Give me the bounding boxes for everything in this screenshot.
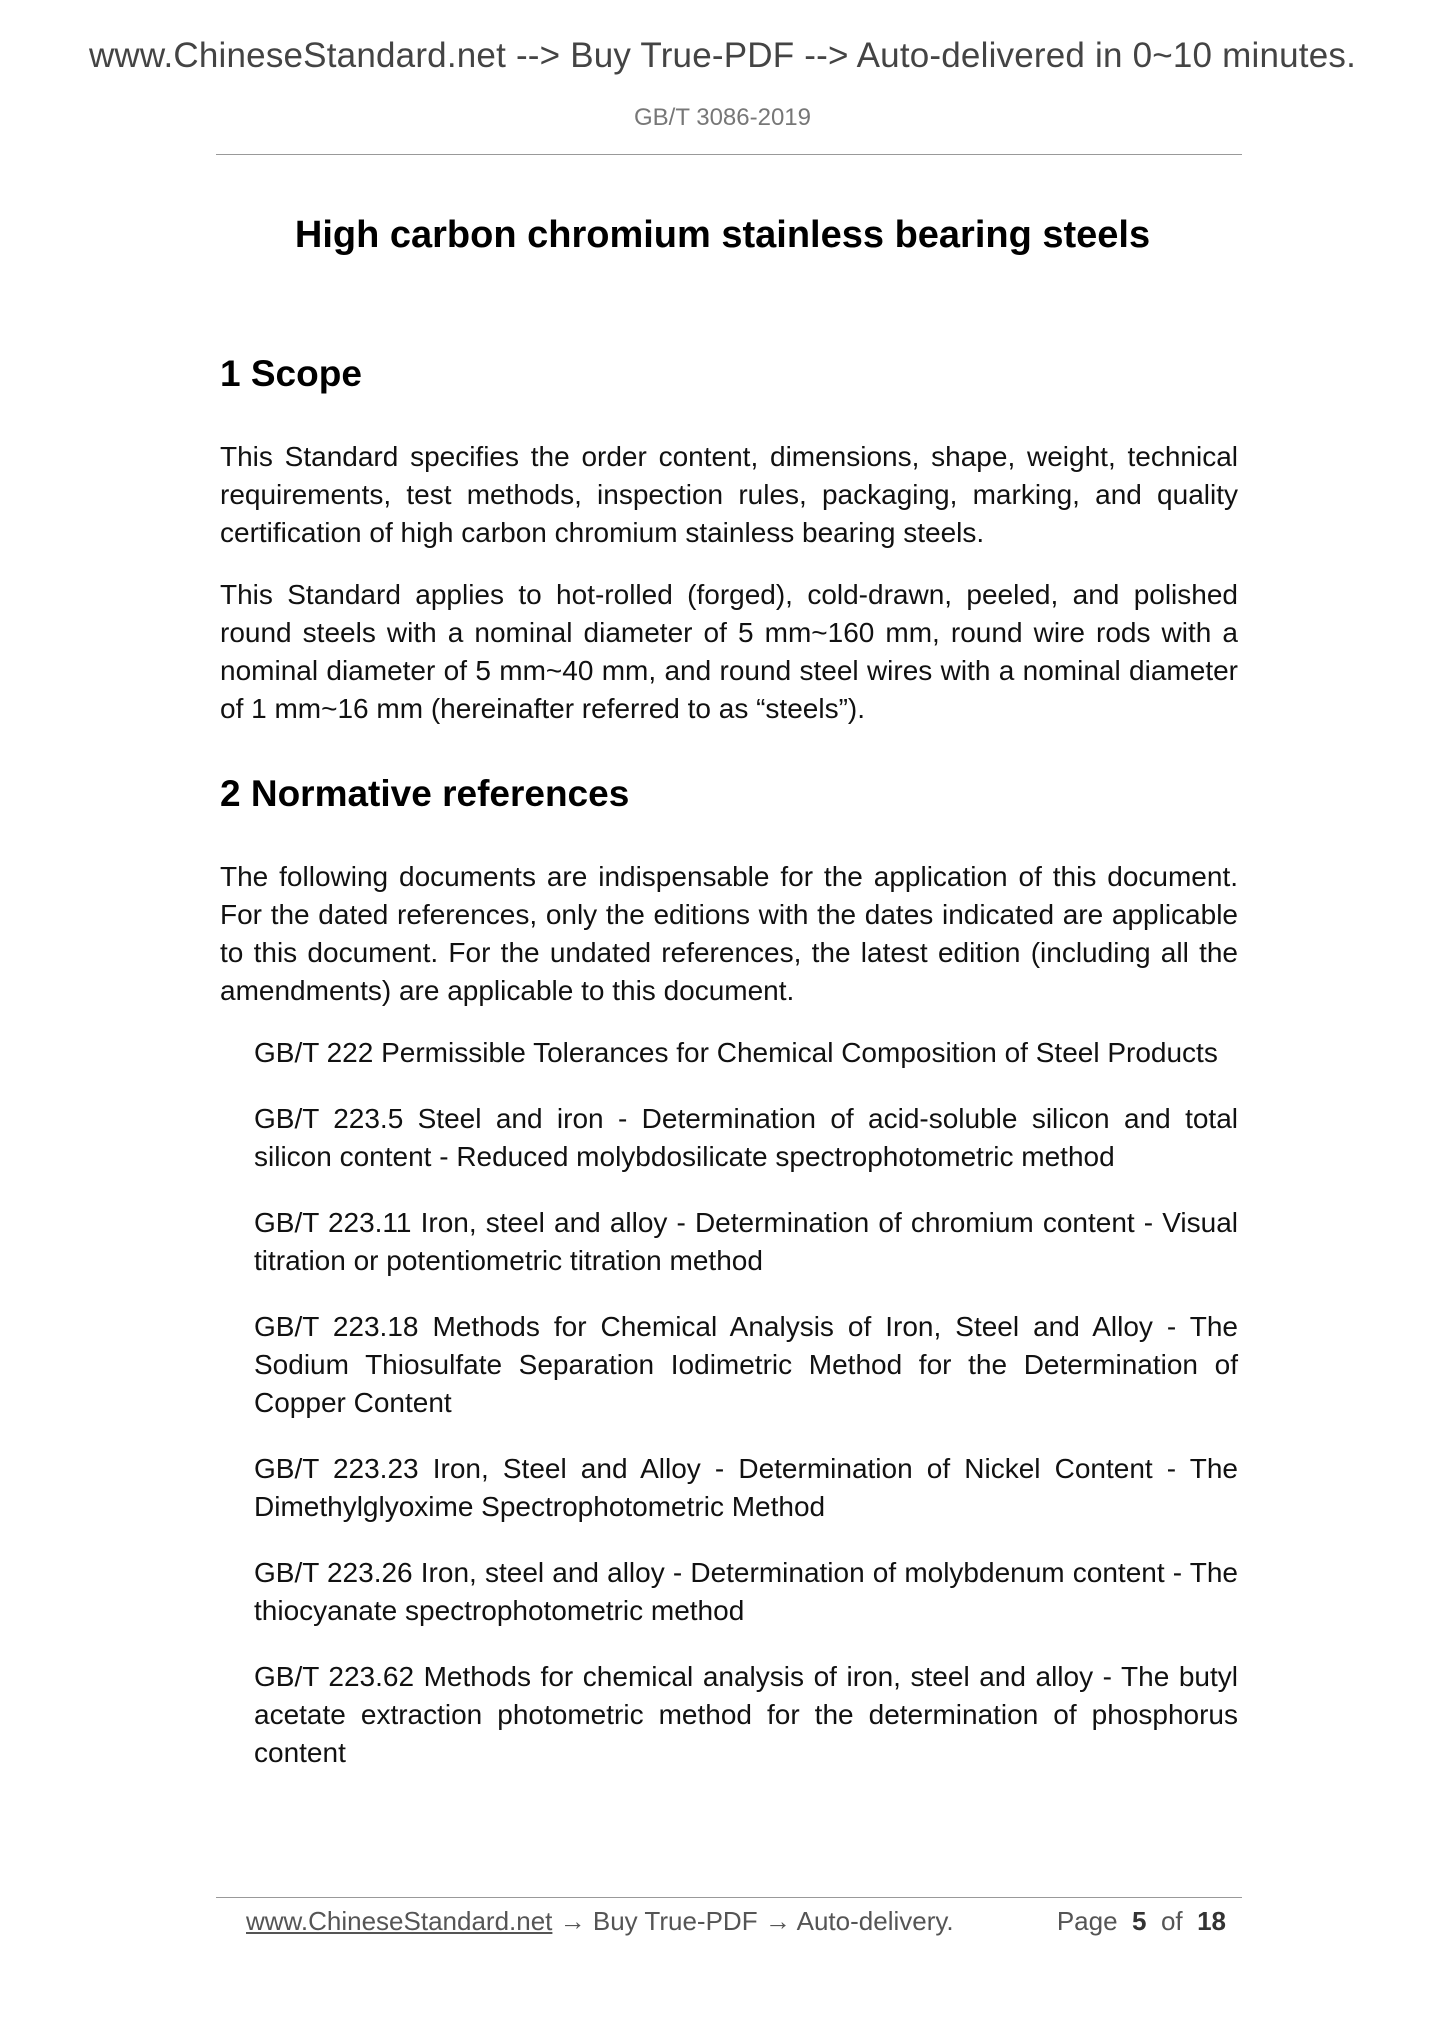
reference-item: GB/T 223.11 Iron, steel and alloy - Determination of chromium content - Visual titration or potentiometric titration method xyxy=(254,1207,1238,1276)
section-heading-normative-references: 2 Normative references xyxy=(220,773,630,814)
header-divider xyxy=(216,154,1242,155)
footer-website-link[interactable]: www.ChineseStandard.net xyxy=(246,1906,553,1936)
footer xyxy=(246,1906,1226,1937)
page-label: Page xyxy=(1056,1906,1118,1936)
document-body xyxy=(220,344,1238,1772)
normative-intro-paragraph: The following documents are indispensable for the application of this document. For the dated references, only the editions with the dates indicated are applicable to this document. For the undated references, the latest edition (including all the amendments) are applicable to this document. xyxy=(220,861,1238,1006)
reference-item: GB/T 223.26 Iron, steel and alloy - Determination of molybdenum content - The thiocyanate spectrophotometric method xyxy=(254,1557,1238,1626)
document-title: High carbon chromium stainless bearing steels xyxy=(294,214,1151,256)
footer-buy-text: Buy True-PDF xyxy=(592,1906,758,1936)
top-banner: www.ChineseStandard.net --> Buy True-PDF --> Auto-delivered in 0~10 minutes. xyxy=(88,36,1357,75)
footer-divider xyxy=(216,1897,1242,1898)
scope-paragraph: This Standard applies to hot-rolled (forged), cold-drawn, peeled, and polished round steels with a nominal diameter of 5 mm~160 mm, round wire rods with a nominal diameter of 5 mm~40 mm, and round steel wires with a nominal diameter of 1 mm~16 mm (hereinafter referred to as “steels”). xyxy=(220,579,1238,724)
arrow-right-icon: → xyxy=(764,1906,791,1936)
scope-paragraph: This Standard specifies the order content, dimensions, shape, weight, technical requirements, test methods, inspection rules, packaging, marking, and quality certification of high carbon chromium stainless bearing steels. xyxy=(220,441,1238,548)
page-of-label: of xyxy=(1160,1906,1183,1936)
footer-links xyxy=(246,1906,954,1937)
footer-delivery-text: Auto-delivery. xyxy=(796,1906,954,1936)
doc-code: GB/T 3086-2019 xyxy=(633,104,811,131)
reference-item: GB/T 222 Permissible Tolerances for Chemical Composition of Steel Products xyxy=(254,1037,1218,1068)
page-indicator xyxy=(1057,1906,1226,1937)
reference-item: GB/T 223.5 Steel and iron - Determination of acid-soluble silicon and total silicon content - Reduced molybdosilicate spectrophotometric method xyxy=(254,1103,1238,1172)
arrow-right-icon: → xyxy=(559,1906,586,1936)
page-number: 5 xyxy=(1132,1906,1147,1936)
reference-item: GB/T 223.62 Methods for chemical analysis of iron, steel and alloy - The butyl acetate extraction photometric method for the determination of phosphorus content xyxy=(254,1661,1238,1768)
reference-item: GB/T 223.23 Iron, Steel and Alloy - Determination of Nickel Content - The Dimethylglyoxime Spectrophotometric Method xyxy=(254,1453,1238,1522)
page-total: 18 xyxy=(1197,1906,1226,1936)
reference-item: GB/T 223.18 Methods for Chemical Analysis of Iron, Steel and Alloy - The Sodium Thiosulfate Separation Iodimetric Method for the Determination of Copper Content xyxy=(254,1311,1238,1418)
section-heading-scope: 1 Scope xyxy=(220,353,362,394)
